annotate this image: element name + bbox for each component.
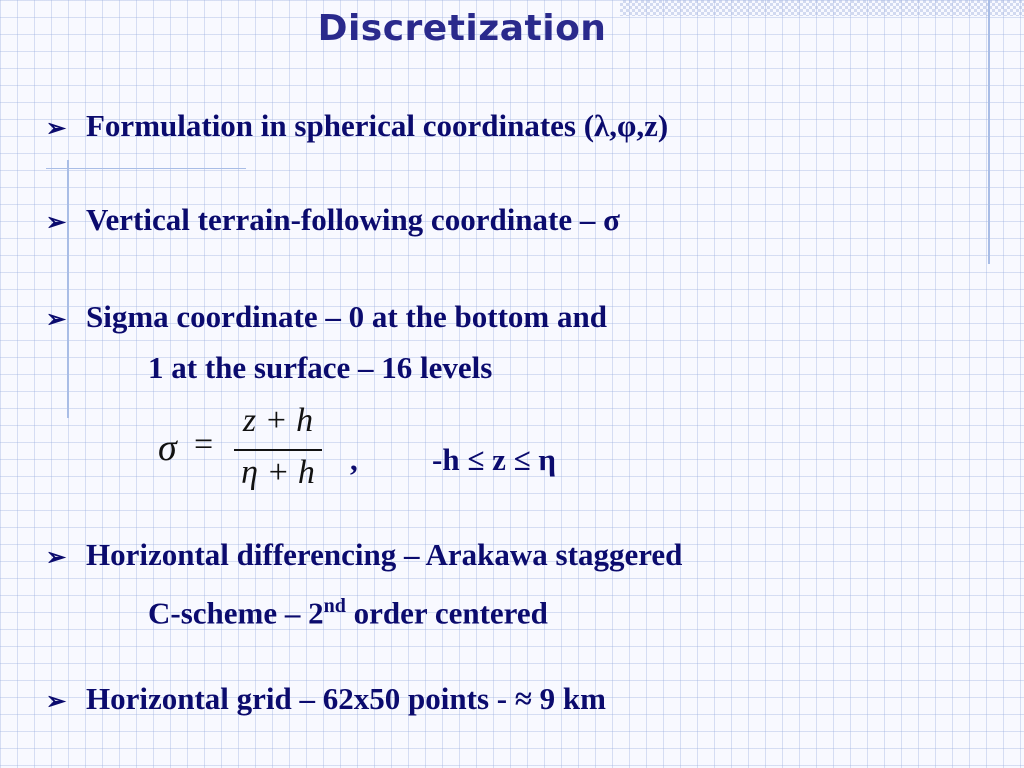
right-decorative-line [988,0,990,264]
slide-title: Discretization [317,8,607,49]
fraction-bar [234,449,322,451]
continuation-text-end: order centered [345,595,548,631]
bullet-arrow-icon: ➢ [46,116,67,142]
bullet-text: Horizontal grid – 62x50 points - ≈ 9 km [86,681,606,716]
continuation-text: C-scheme – 2 [148,595,324,631]
ordinal-superscript: nd [323,595,346,617]
bullet-sigma-coordinate [46,293,607,392]
sigma-equation [158,402,328,494]
horizontal-decorative-line [46,168,246,169]
bullet-continuation: 1 at the surface – 16 levels [148,350,493,385]
equation-equals: = [194,426,214,463]
bullet-text: Formulation in spherical coordinates (λ,φ,z) [86,108,669,143]
equation-denominator: η + h [241,454,315,491]
bullet-arrow-icon: ➢ [46,689,67,715]
bullet-horizontal-differencing [46,531,682,637]
bullet-continuation [46,582,682,637]
equation-lhs: σ [158,427,177,469]
bullet-horizontal-grid [46,675,606,726]
bullet-spherical-coordinates [46,102,668,153]
equation-numerator: z + h [242,402,314,439]
bullet-text: Sigma coordinate – 0 at the bottom and [86,299,607,334]
equation-condition: -h ≤ z ≤ η [432,442,556,477]
bullet-vertical-coordinate [46,196,620,247]
bullet-arrow-icon: ➢ [46,210,67,236]
bullet-text: Vertical terrain-following coordinate – σ [86,202,620,237]
equation-separator: , [350,442,358,477]
bullet-arrow-icon: ➢ [46,307,67,333]
bullet-arrow-icon: ➢ [46,545,67,571]
bullet-text: Horizontal differencing – Arakawa staggered [86,537,683,572]
